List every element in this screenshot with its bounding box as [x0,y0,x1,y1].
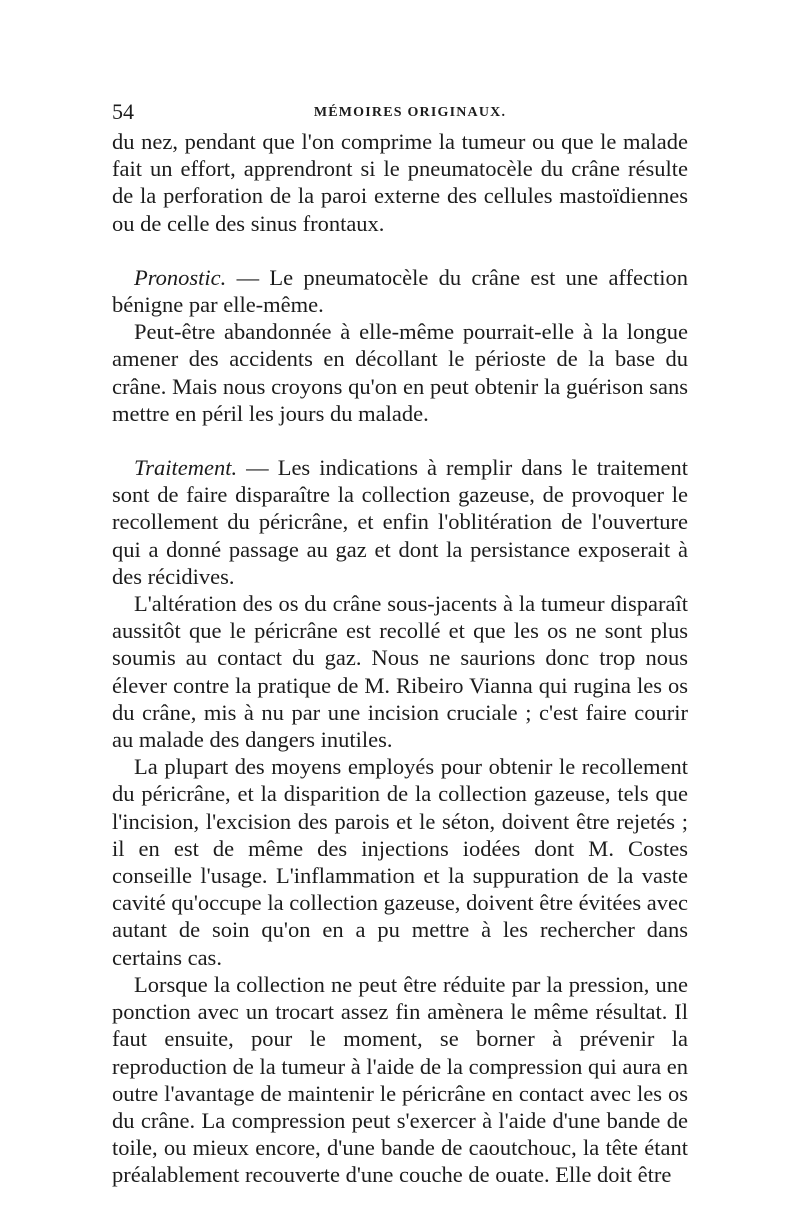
paragraph-traitement [112,454,688,590]
paragraph-text: Lorsque la collection ne peut être réduite par la pression, une ponction avec un trocart assez fin amènera le même résultat. Il faut ensuite, pour le moment, se borner à prévenir la reproduction de la tumeur à l'aide de la compression qui aura en outre l'avantage de maintenir le péricrâne en contact avec les os du crâne. La compression peut s'exercer à l'aide d'une bande de toile, ou mieux encore, d'une bande de caoutchouc, la tête étant préalablement recouverte d'une couche de ouate. Elle doit être [112,971,688,1188]
paragraph-text: L'altération des os du crâne sous-jacents à la tumeur disparaît aussitôt que le péricrâne est recollé et que les os ne sont plus soumis au contact du gaz. Nous ne saurions donc trop nous élever contre la pratique de M. Ribeiro Vianna qui rugina les os du crâne, mis à nu par une incision cruciale ; c'est faire courir au malade des dangers inutiles. [112,591,688,753]
running-head [112,99,688,125]
running-title: MÉMOIRES ORIGINAUX. [313,105,507,120]
section-heading-traitement: Traitement. [134,455,238,481]
paragraph-text: La plupart des moyens employés pour obtenir le recollement du péricrâne, et la disparition de la collection gazeuse, tels que l'incision, l'excision des parois et le séton, doivent être rejetés ; il en est de même des injections iodées dont M. Costes conseille l'usage. L'inflammation et la suppuration de la vaste cavité qu'occupe la collection gazeuse, doivent être évitées avec autant de soin qu'on en a pu mettre à les rechercher dans certains cas. [112,754,688,970]
page-number: 54 [112,99,134,124]
paragraph [112,971,688,1189]
paragraph-continuation [112,128,688,237]
paragraph [112,753,688,971]
paragraph-text: Peut-être abandonnée à elle-même pourrait-elle à la longue amener des accidents en décollant le périoste de la base du crâne. Mais nous croyons qu'on en peut obtenir la guérison sans mettre en péril les jours du malade. [112,319,688,426]
paragraph-pronostic [112,264,688,318]
section-heading-pronostic: Pronostic. [134,264,227,290]
paragraph [112,318,688,427]
paragraph [112,590,688,753]
paragraph-text: — Le pneumatocèle du crâne est une affection bénigne par elle-même. [112,264,688,318]
body-text [112,128,688,1189]
paragraph-text: du nez, pendant que l'on comprime la tumeur ou que le malade fait un effort, apprendront si le pneumatocèle du crâne résulte de la perforation de la paroi externe des cellules mastoïdiennes ou de celle des sinus frontaux. [112,129,688,236]
paragraph-text: — Les indications à remplir dans le traitement sont de faire disparaître la collection gazeuse, de provoquer le recollement du péricrâne, et enfin l'oblitération de l'ouverture qui a donné passage au gaz et dont la persistance exposerait à des récidives. [112,455,688,589]
